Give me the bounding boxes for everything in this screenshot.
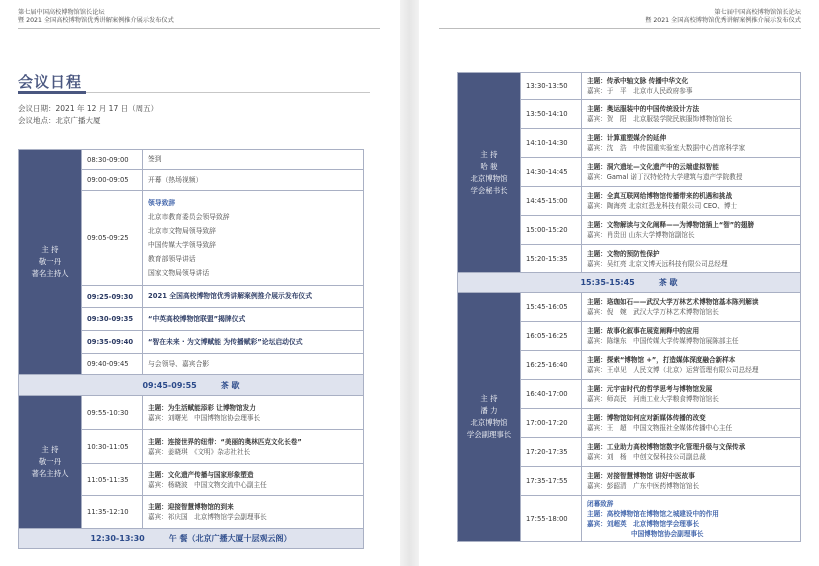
guest-text: 王卓见 人民文博（北京）运营管理有限公司总经理: [606, 366, 759, 374]
time-cell: 13:30-13:50: [521, 73, 582, 100]
topic-label: 主题：: [587, 249, 607, 258]
time-cell: 09:30-09:35: [82, 308, 143, 331]
time-cell: 10:30-11:05: [82, 430, 143, 464]
guest-label: 嘉宾：: [587, 366, 607, 374]
break-time: 12:30-13:30: [90, 534, 145, 543]
topic-label: 主题：: [587, 443, 607, 451]
topic-label: 主题：: [587, 385, 607, 393]
content-cell: [143, 464, 364, 496]
guest-label: 嘉宾：: [587, 259, 607, 268]
host-name: 敬一丹: [38, 257, 62, 266]
right-page: [419, 0, 819, 566]
guest-label: 嘉宾：: [148, 413, 168, 422]
topic-text: 工业助力高校博物馆数字化管理升级与文保传承: [606, 443, 746, 451]
host-label: 主 持: [480, 149, 498, 159]
table-row: [458, 73, 801, 100]
topic-text: 奥运服装中的中国传统设计方法: [606, 105, 700, 113]
speech-item: 北京市文物局领导致辞: [148, 227, 216, 235]
break-label: 午 餐（北京广播大厦十层观云阁）: [168, 534, 292, 543]
content-cell: 开幕（热场视频）: [143, 170, 364, 191]
guest-text: 姜晓琪 《文明》杂志社社长: [167, 447, 251, 456]
time-cell: 17:55-18:00: [521, 496, 582, 542]
guest-text: 杨晓波 中国文物交流中心副主任: [167, 480, 267, 489]
topic-text: 传承中轴文脉 传播中华文化: [606, 77, 689, 85]
host-org: 北京博物馆: [470, 173, 508, 183]
time-cell: 15:20-15:35: [521, 245, 582, 273]
host-cell: [19, 396, 82, 529]
content-cell: [582, 216, 801, 245]
content-cell: [582, 380, 801, 409]
topic-label: 主题：: [587, 327, 607, 335]
speech-item: 教育部领导讲话: [148, 255, 196, 263]
time-cell: 09:05-09:25: [82, 191, 143, 286]
time-cell: 09:55-10:30: [82, 396, 143, 430]
guest-label: 嘉宾：: [587, 395, 607, 403]
break-time: 09:45-09:55: [142, 380, 197, 390]
page-gutter: [400, 0, 419, 566]
content-cell: [582, 100, 801, 129]
guest-text: 陈继东 中国传媒大学传媒博物馆展陈部主任: [606, 337, 739, 345]
break-time: 15:35-15:45: [580, 278, 635, 287]
topic-label: 主题：: [587, 163, 607, 171]
guest-label: 嘉宾：: [148, 513, 168, 521]
content-cell: 与会领导、嘉宾合影: [143, 354, 364, 375]
time-cell: 11:05-11:35: [82, 464, 143, 496]
content-cell: [582, 409, 801, 438]
guest-text: 贺 阳 北京服装学院民族服饰博物馆馆长: [606, 115, 733, 123]
table-row: [19, 396, 364, 430]
time-cell: 09:25-09:30: [82, 286, 143, 308]
time-cell: 16:40-17:00: [521, 380, 582, 409]
break-cell: [458, 273, 801, 293]
content-cell: [582, 293, 801, 322]
topic-text: 博物馆如何应对新媒体传播的改变: [606, 414, 706, 422]
time-cell: 14:45-15:00: [521, 187, 582, 216]
guest-label: 嘉宾：: [587, 231, 607, 239]
closing-heading: 闭幕致辞: [587, 499, 614, 508]
host-label: 主 持: [41, 245, 59, 254]
topic-text: 探索“博物馆 +”，打造媒体深度融合新样本: [606, 356, 736, 364]
guest-label: 嘉宾：: [148, 447, 168, 456]
header-line2: 暨 2021 全国高校博物馆优秀讲解案例推介展示发布仪式: [18, 17, 174, 24]
break-row: [19, 529, 364, 549]
schedule-table-right: [457, 72, 801, 542]
time-cell: 09:00-09:05: [82, 170, 143, 191]
guest-text: 沈 浩 中传国重实验室大数据中心首席科学家: [606, 144, 746, 152]
header-line1: 第七届中国高校博物馆馆长论坛: [714, 9, 801, 16]
guest-text: 王 超 中国文物报社全媒体传播中心主任: [606, 424, 733, 432]
header-line2: 暨 2021 全国高校博物馆优秀讲解案例推介展示发布仪式: [645, 17, 801, 24]
topic-label: 主题：: [587, 472, 607, 480]
break-label: 茶 歇: [220, 380, 240, 390]
speech-item: 北京市教育委员会领导致辞: [148, 213, 230, 221]
host-title: 学会秘书长: [470, 185, 508, 195]
topic-text: 元宇宙时代的哲学思考与博物馆发展: [606, 385, 713, 393]
content-cell: [582, 187, 801, 216]
guest-label: 嘉宾：: [587, 337, 607, 345]
content-cell: 签到: [143, 150, 364, 170]
time-cell: 17:35-17:55: [521, 467, 582, 496]
time-cell: 17:20-17:35: [521, 438, 582, 467]
left-page: [0, 0, 400, 566]
guest-label: 嘉宾：: [587, 202, 607, 210]
header-line1: 第七届中国高校博物馆馆长论坛: [18, 9, 105, 16]
guest-text: 于 平 北京市人民政府参事: [606, 87, 693, 95]
guest-text: 肖贵田 山东大学博物馆副馆长: [606, 231, 695, 239]
speech-item: 中国传媒大学领导致辞: [148, 241, 216, 249]
time-cell: 14:30-14:45: [521, 158, 582, 187]
content-cell: [582, 322, 801, 351]
time-cell: 11:35-12:10: [82, 496, 143, 529]
content-cell: [582, 467, 801, 496]
header-rule: [18, 28, 380, 29]
content-cell: [582, 351, 801, 380]
guest-label: 嘉宾：: [587, 519, 607, 528]
topic-label: 主题：: [148, 503, 168, 511]
guest-text: 倪 婉 武汉大学万林艺术博物馆馆长: [606, 308, 719, 316]
host-title: 著名主持人: [31, 469, 69, 478]
topic-text: 故事化叙事在展览阐释中的应用: [606, 327, 700, 335]
table-row: [19, 150, 364, 170]
topic-text: 珞珈如石——武汉大学万林艺术博物馆基本陈列解读: [606, 298, 759, 306]
break-row: [458, 273, 801, 293]
host-label: 主 持: [41, 445, 59, 454]
content-cell: [582, 129, 801, 158]
host-cell: [458, 73, 521, 273]
time-cell: 16:05-16:25: [521, 322, 582, 351]
time-cell: 09:35-09:40: [82, 331, 143, 354]
guest-text: 刘曙光 中国博物馆协会理事长: [167, 413, 261, 422]
topic-label: 主题：: [148, 403, 168, 412]
topic-label: 主题：: [587, 221, 607, 229]
guest-label: 嘉宾：: [587, 453, 607, 461]
content-cell: [582, 73, 801, 100]
time-cell: 15:45-16:05: [521, 293, 582, 322]
guest-label: 嘉宾：: [587, 144, 607, 152]
content-cell: [582, 496, 801, 542]
topic-text: 文物的预防性保护: [606, 249, 660, 258]
content-cell: [143, 430, 364, 464]
page-title: 会议日程: [18, 73, 83, 91]
header-right: [645, 9, 801, 25]
header-left: [18, 9, 174, 25]
guest-text: Gamal 诺丁汉特伦特大学建筑与遗产学院教授: [606, 173, 743, 181]
topic-text: 洞穴遗址—文化遗产中的云端虚拟智能: [606, 163, 719, 171]
guest-text: 陶海亮 北京红恐龙科技有限公司 CEO、博士: [606, 202, 738, 210]
time-cell: 08:30-09:00: [82, 150, 143, 170]
content-cell: [582, 438, 801, 467]
topic-label: 主题：: [587, 192, 607, 200]
guest-text: 彭韶清 广东中医药博物馆馆长: [606, 482, 700, 490]
time-cell: 15:00-15:20: [521, 216, 582, 245]
guest-text-2: 中国博物馆协会副理事长: [631, 529, 704, 538]
topic-text: 迎接智慧博物馆的到来: [167, 503, 234, 511]
topic-label: 主题：: [587, 356, 607, 364]
host-name: 哈 骏: [480, 161, 498, 171]
host-name: 敬一丹: [38, 457, 62, 466]
topic-label: 主题：: [587, 105, 607, 113]
content-cell: 2021 全国高校博物馆优秀讲解案例推介展示发布仪式: [143, 286, 364, 308]
title-accent-bar: [18, 91, 86, 94]
guest-text: 吴红亮 北京文博天远科技有限公司总经理: [606, 259, 728, 268]
guest-text: 刘 杨 中创文保科技公司副总裁: [606, 453, 706, 461]
host-cell: [19, 150, 82, 375]
content-cell: [143, 191, 364, 286]
time-cell: 09:40-09:45: [82, 354, 143, 375]
guest-label: 嘉宾：: [587, 173, 607, 181]
topic-label: 主题：: [148, 470, 168, 479]
content-cell: [143, 396, 364, 430]
break-row: [19, 375, 364, 396]
time-cell: 16:25-16:40: [521, 351, 582, 380]
topic-text: 高校博物馆在博物馆之城建设中的作用: [606, 509, 719, 518]
break-label: 茶 歇: [658, 278, 678, 287]
topic-text: 对接智慧博物馆 讲好中医故事: [606, 472, 695, 480]
guest-label: 嘉宾：: [148, 480, 168, 489]
guest-label: 嘉宾：: [587, 308, 607, 316]
break-cell: [19, 529, 364, 549]
content-cell: [582, 158, 801, 187]
topic-text: 计算重塑媒介的延伸: [606, 134, 667, 142]
guest-text: 祁庆国 北京博物馆学会副理事长: [167, 513, 267, 521]
topic-text: 连接世界的纽带：“美丽的奥林匹克文化长卷”: [167, 437, 302, 446]
content-cell: [582, 245, 801, 273]
guest-label: 嘉宾：: [587, 87, 607, 95]
meeting-date: 会议日期：2021 年 12 月 17 日（周五）: [18, 104, 159, 113]
topic-label: 主题：: [587, 298, 607, 306]
guest-text: 师高民 河南工业大学粮食博物馆馆长: [606, 395, 719, 403]
content-cell: “中英高校博物馆联盟”揭牌仪式: [143, 308, 364, 331]
time-cell: 17:00-17:20: [521, 409, 582, 438]
guest-label: 嘉宾：: [587, 424, 607, 432]
host-name: 潘 力: [480, 406, 498, 415]
schedule-table-left: [18, 149, 364, 549]
guest-text: 刘超英 北京博物馆学会理事长: [606, 519, 700, 528]
time-cell: 13:50-14:10: [521, 100, 582, 129]
topic-label: 主题：: [148, 437, 168, 446]
topic-text: 文物解读与文化阐释——为博物馆插上“智”的翅膀: [606, 221, 754, 229]
topic-label: 主题：: [587, 414, 607, 422]
host-label: 主 持: [480, 394, 498, 403]
guest-label: 嘉宾：: [587, 115, 607, 123]
table-row: [458, 293, 801, 322]
topic-text: 为生活赋能添彩 让博物馆发力: [167, 403, 256, 412]
break-cell: [19, 375, 364, 396]
host-cell: [458, 293, 521, 542]
topic-label: 主题：: [587, 134, 607, 142]
content-cell: “智在未来 · 为文博赋能 为传播赋彩”论坛启动仪式: [143, 331, 364, 354]
topic-text: 文化遗产传播与国家形象塑造: [167, 470, 254, 479]
meeting-place: 会议地点：北京广播大厦: [18, 116, 101, 125]
topic-label: 主题：: [587, 77, 607, 85]
host-org: 北京博物馆: [470, 418, 508, 427]
topic-label: 主题：: [587, 509, 607, 518]
content-cell: [143, 496, 364, 529]
speech-item: 国家文物局领导讲话: [148, 269, 210, 277]
guest-label: 嘉宾：: [587, 482, 607, 490]
topic-text: 全真互联网给博物馆传播带来的机遇和挑战: [606, 192, 733, 200]
time-cell: 14:10-14:30: [521, 129, 582, 158]
header-rule: [439, 28, 801, 29]
host-title: 著名主持人: [31, 269, 69, 278]
speech-heading: 领导致辞: [148, 199, 176, 207]
host-title: 学会副理事长: [466, 430, 512, 439]
